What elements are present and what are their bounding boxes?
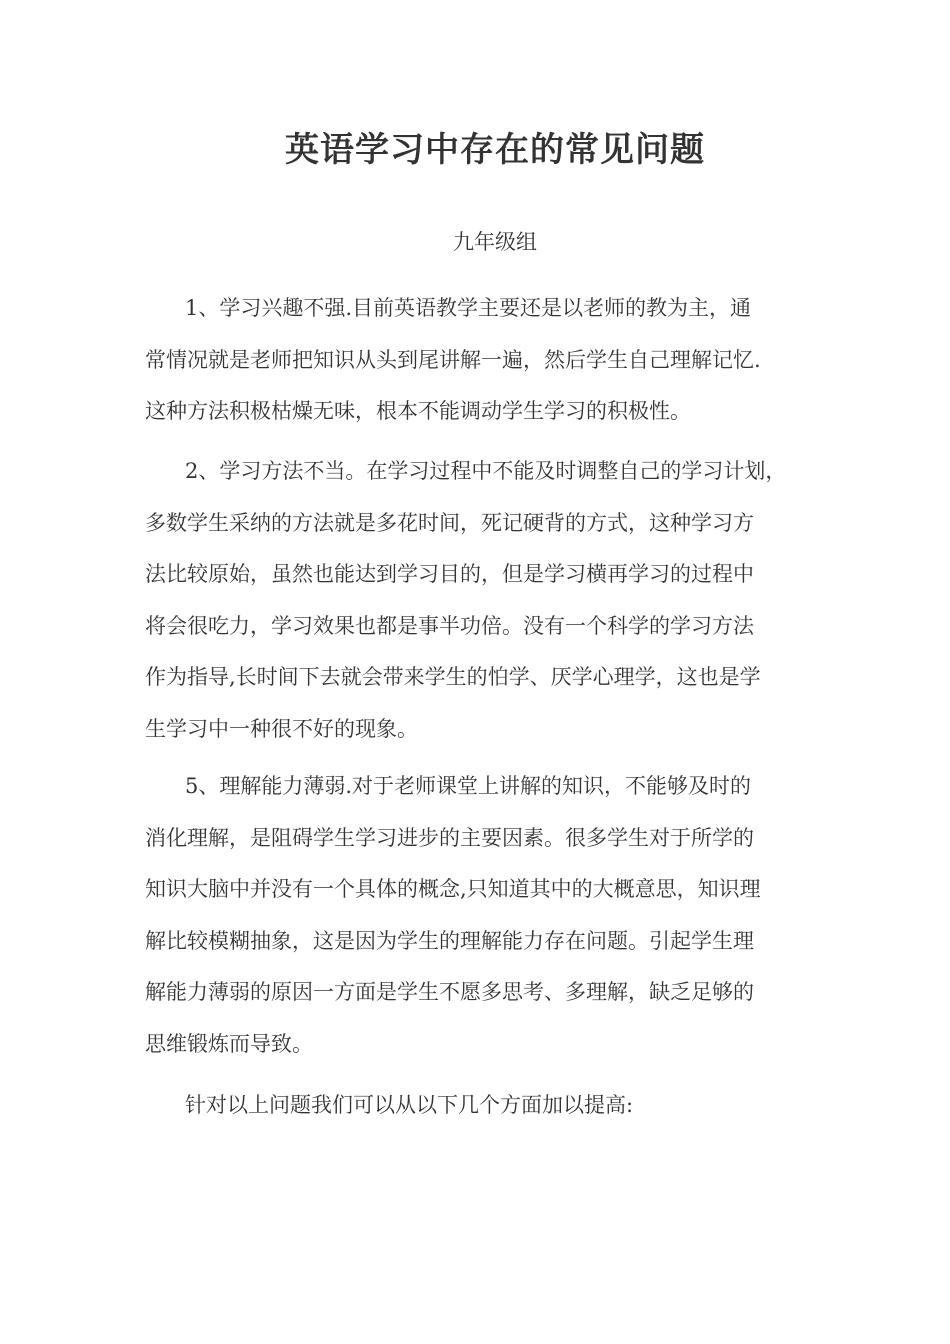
paragraph-learning-interest bbox=[145, 283, 807, 438]
paragraph-improvement-intro bbox=[145, 1080, 807, 1132]
paragraph-line: 消化理解，是阻碍学生学习进步的主要因素。很多学生对于所学的 bbox=[145, 825, 754, 850]
paragraph-comprehension bbox=[145, 761, 807, 1070]
paragraph-line: 2、学习方法不当。在学习过程中不能及时调整自己的学习计划， bbox=[185, 459, 787, 483]
paragraph-line: 将会很吃力，学习效果也都是事半功倍。没有一个科学的学习方法 bbox=[145, 613, 754, 638]
paragraph-line: 5、理解能力薄弱.对于老师课堂上讲解的知识，不能够及时的 bbox=[185, 774, 752, 798]
paragraph-line: 解比较模糊抽象，这是因为学生的理解能力存在问题。引起学生理 bbox=[145, 928, 754, 953]
document-title: 英语学习中存在的常见问题 bbox=[285, 130, 705, 170]
paragraph-line: 常情况就是老师把知识从头到尾讲解一遍，然后学生自己理解记忆. bbox=[145, 347, 761, 372]
paragraph-line: 1、学习兴趣不强.目前英语教学主要还是以老师的教为主，通 bbox=[185, 296, 752, 320]
paragraph-line: 多数学生采纳的方法就是多花时间，死记硬背的方式，这种学习方 bbox=[145, 510, 754, 535]
paragraph-line: 法比较原始，虽然也能达到学习目的，但是学习横再学习的过程中 bbox=[145, 562, 754, 586]
paragraph-line: 这种方法积极枯燥无味，根本不能调动学生学习的积极性。 bbox=[145, 399, 691, 423]
paragraph-line: 生学习中一种很不好的现象。 bbox=[145, 716, 418, 741]
paragraph-line: 思维锻炼而导致。 bbox=[145, 1031, 313, 1056]
paragraph-line: 解能力薄弱的原因一方面是学生不愿多思考、多理解，缺乏足够的 bbox=[145, 980, 754, 1004]
paragraph-line: 知识大脑中并没有一个具体的概念,只知道其中的大概意思，知识理 bbox=[145, 877, 761, 901]
paragraph-line: 作为指导,长时间下去就会带来学生的怕学、厌学心理学，这也是学 bbox=[145, 665, 761, 689]
paragraph-learning-method bbox=[145, 446, 807, 755]
paragraph-line: 针对以上问题我们可以从以下几个方面加以提高: bbox=[185, 1093, 634, 1117]
document-subtitle: 九年级组 bbox=[453, 230, 537, 254]
